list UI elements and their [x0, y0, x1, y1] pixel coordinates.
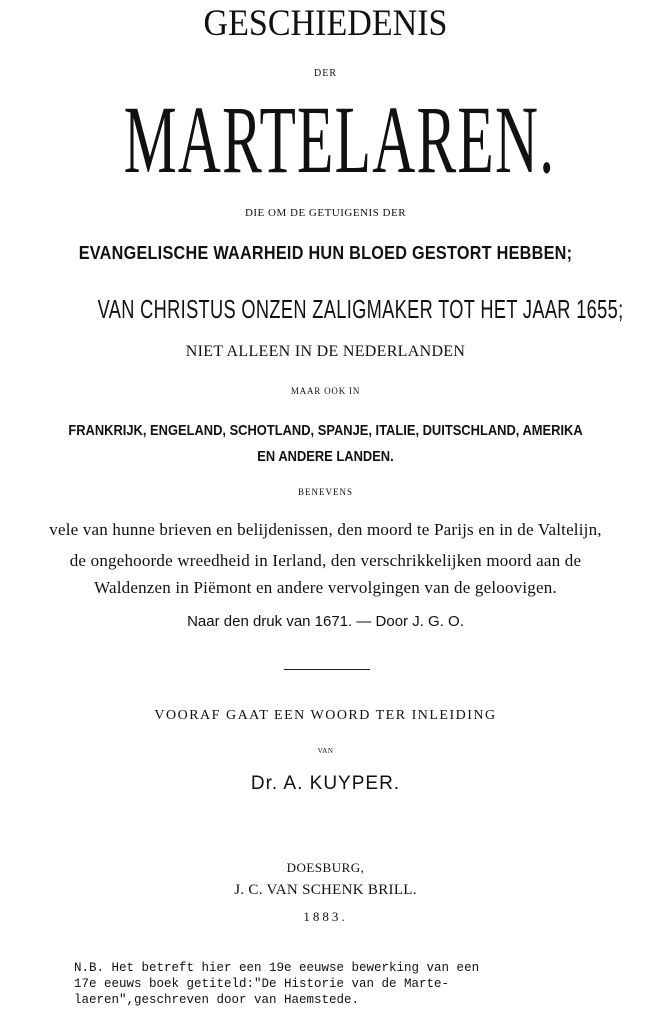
- subtitle-christus: VAN CHRISTUS ONZEN ZALIGMAKER TOT HET JAAR 1655;: [97, 294, 624, 324]
- subtitle-getuigenis: DIE OM DE GETUIGENIS DER: [244, 207, 407, 219]
- benevens: BENEVENS: [298, 487, 353, 497]
- typed-note: [74, 960, 594, 1008]
- note-line-1: N.B. Het betreft hier een 19e eeuwse bewerking van een: [74, 961, 480, 975]
- note-line-2: 17e eeuws boek getiteld:"De Historie van de Marte-: [74, 977, 450, 991]
- van-line: VAN: [317, 747, 334, 755]
- title-line-geschiedenis: GESCHIEDENIS: [203, 3, 448, 44]
- author-line: Dr. A. KUYPER.: [250, 773, 401, 794]
- description-line-1: vele van hunne brieven en belijdenissen, den moord te Parijs en in de Valtelijn,: [49, 520, 602, 539]
- subtitle-nederlanden: NIET ALLEEN IN DE NEDERLANDEN: [185, 343, 466, 360]
- title-main-martelaren: MARTELAREN.: [123, 86, 556, 193]
- title-der: DER: [314, 68, 337, 79]
- divider-rule: [284, 669, 370, 670]
- edition-line: Naar den druk van 1671. — Door J. G. O.: [187, 613, 464, 630]
- subtitle-maar-ook-in: MAAR OOK IN: [290, 386, 361, 396]
- note-line-3: laeren",geschreven door van Haemstede.: [74, 993, 360, 1007]
- publication-year: 1883.: [303, 909, 348, 924]
- publisher-name: J. C. VAN SCHENK BRILL.: [234, 882, 417, 898]
- countries-line-2: EN ANDERE LANDEN.: [257, 448, 394, 465]
- description-line-2: de ongehoorde wreedheid in Ierland, den verschrikkelijken moord aan de: [69, 551, 582, 570]
- description-line-3: Waldenzen in Piëmont en andere vervolgingen van de geloovigen.: [94, 578, 557, 597]
- intro-line: VOORAF GAAT EEN WOORD TER INLEIDING: [154, 708, 497, 723]
- publisher-city: DOESBURG,: [286, 860, 365, 875]
- subtitle-evangelische: EVANGELISCHE WAARHEID HUN BLOED GESTORT HEBBEN;: [78, 243, 573, 263]
- countries-line-1: FRANKRIJK, ENGELAND, SCHOTLAND, SPANJE, ITALIE, DUITSCHLAND, AMERIKA: [68, 422, 583, 439]
